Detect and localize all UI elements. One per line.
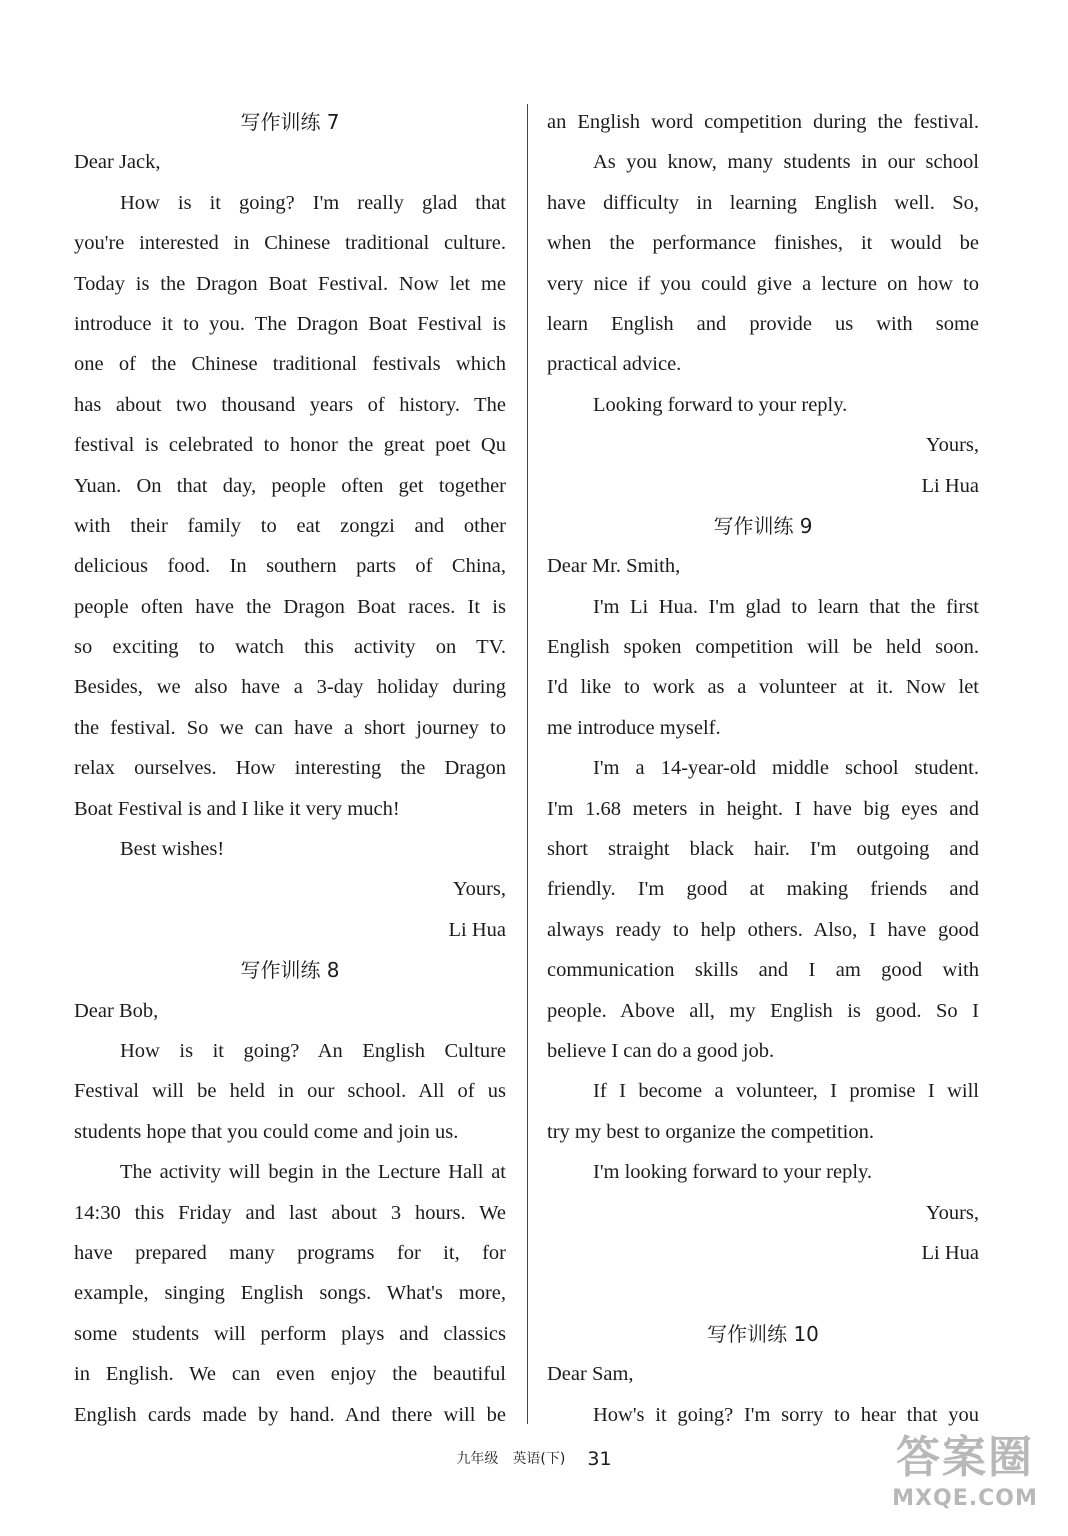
text-line: you're interested in Chinese traditional culture. <box>74 232 506 255</box>
section-heading: 写作训练 7 <box>240 110 340 134</box>
text-line: Festival will be held in our school. All of us <box>74 1080 506 1103</box>
text-line: try my best to organize the competition. <box>547 1120 874 1143</box>
text-line: short straight black hair. I'm outgoing and <box>547 838 979 861</box>
text-line: in English. We can even enjoy the beautiful <box>74 1363 506 1386</box>
signature-line: Yours, <box>452 878 506 901</box>
text-line: one of the Chinese traditional festivals which <box>74 353 506 376</box>
section-heading: 写作训练 9 <box>713 513 813 538</box>
text-line: when the performance finishes, it would be <box>547 232 979 255</box>
watermark-url: MXQE.COM <box>892 1486 1038 1511</box>
text-line: people often have the Dragon Boat races. It is <box>74 595 506 618</box>
text-line: have prepared many programs for it, for <box>74 1241 506 1264</box>
text-line: me introduce myself. <box>547 716 721 739</box>
text-line: people. Above all, my English is good. So I <box>547 999 979 1022</box>
signature-line: Li Hua <box>921 1241 979 1264</box>
text-line: Boat Festival is and I like it very much! <box>74 797 400 820</box>
footer-grade: 九年级 <box>456 1451 499 1467</box>
text-line: has about two thousand years of history. The <box>74 393 506 416</box>
signature-line: Yours, <box>925 434 979 457</box>
signature-line: Li Hua <box>921 474 979 497</box>
text-line: English cards made by hand. And there will be <box>74 1403 506 1426</box>
text-line: Dear Bob, <box>74 999 159 1022</box>
text-line: believe I can do a good job. <box>547 1039 775 1062</box>
text-line: some students will perform plays and classics <box>74 1322 506 1345</box>
watermark <box>870 1430 1060 1530</box>
footer-subject: 英语(下) <box>512 1451 566 1467</box>
text-line: introduce it to you. The Dragon Boat Festival is <box>74 312 506 335</box>
section-heading: 写作训练 8 <box>240 958 340 983</box>
text-line: As you know, many students in our school <box>593 151 979 174</box>
text-line: the festival. So we can have a short journey to <box>74 716 506 739</box>
text-line: friendly. I'm good at making friends and <box>547 878 979 901</box>
right-column <box>547 102 979 1435</box>
text-line: I'm 1.68 meters in height. I have big eyes and <box>547 797 979 820</box>
text-line: Yuan. On that day, people often get together <box>74 474 506 497</box>
signature-line: Yours, <box>925 1201 979 1224</box>
text-line: students hope that you could come and join us. <box>74 1120 459 1143</box>
text-line: have difficulty in learning English well. So, <box>547 191 979 214</box>
text-line: Today is the Dragon Boat Festival. Now let me <box>74 272 506 295</box>
text-line: Dear Sam, <box>547 1363 634 1386</box>
text-line: I'm Li Hua. I'm glad to learn that the first <box>593 595 979 618</box>
signature-line: Li Hua <box>448 918 506 941</box>
left-column <box>74 102 506 1435</box>
text-line: Dear Mr. Smith, <box>547 555 681 578</box>
text-line: with their family to eat zongzi and other <box>74 514 506 537</box>
text-line: I'd like to work as a volunteer at it. Now let <box>547 676 979 699</box>
text-line: communication skills and I am good with <box>547 959 979 982</box>
text-line: example, singing English songs. What's more, <box>74 1282 506 1305</box>
text-line: learn English and provide us with some <box>547 312 979 335</box>
text-line: How is it going? I'm really glad that <box>120 191 506 214</box>
text-line: festival is celebrated to honor the great poet Qu <box>74 434 506 457</box>
text-line: practical advice. <box>547 353 682 376</box>
text-line: Looking forward to your reply. <box>593 393 848 416</box>
blank-line <box>547 1273 979 1313</box>
text-line: Dear Jack, <box>74 151 161 174</box>
text-line: I'm looking forward to your reply. <box>593 1161 873 1184</box>
column-divider <box>527 104 528 1424</box>
text-line: relax ourselves. How interesting the Dragon <box>74 757 506 780</box>
watermark-cn: 答案圈 <box>896 1432 1034 1483</box>
text-line: Best wishes! <box>120 838 225 861</box>
text-line: If I become a volunteer, I promise I will <box>593 1080 979 1103</box>
text-line: very nice if you could give a lecture on how to <box>547 272 979 295</box>
text-line: so exciting to watch this activity on TV. <box>74 636 506 659</box>
section-heading: 写作训练 10 <box>707 1321 819 1346</box>
text-line: 14:30 this Friday and last about 3 hours. We <box>74 1201 506 1224</box>
text-line: English spoken competition will be held soon. <box>547 636 979 659</box>
page-number: 31 <box>587 1448 612 1470</box>
text-line: I'm a 14-year-old middle school student. <box>593 757 979 780</box>
text-line: How is it going? An English Culture <box>120 1039 506 1062</box>
text-line: an English word competition during the festival. <box>547 111 979 133</box>
text-line: always ready to help others. Also, I have good <box>547 918 979 941</box>
text-line: delicious food. In southern parts of China, <box>74 555 506 578</box>
text-line: Besides, we also have a 3-day holiday during <box>74 676 506 699</box>
text-line: How's it going? I'm sorry to hear that you <box>593 1403 979 1426</box>
text-line: The activity will begin in the Lecture Hall at <box>120 1161 506 1184</box>
